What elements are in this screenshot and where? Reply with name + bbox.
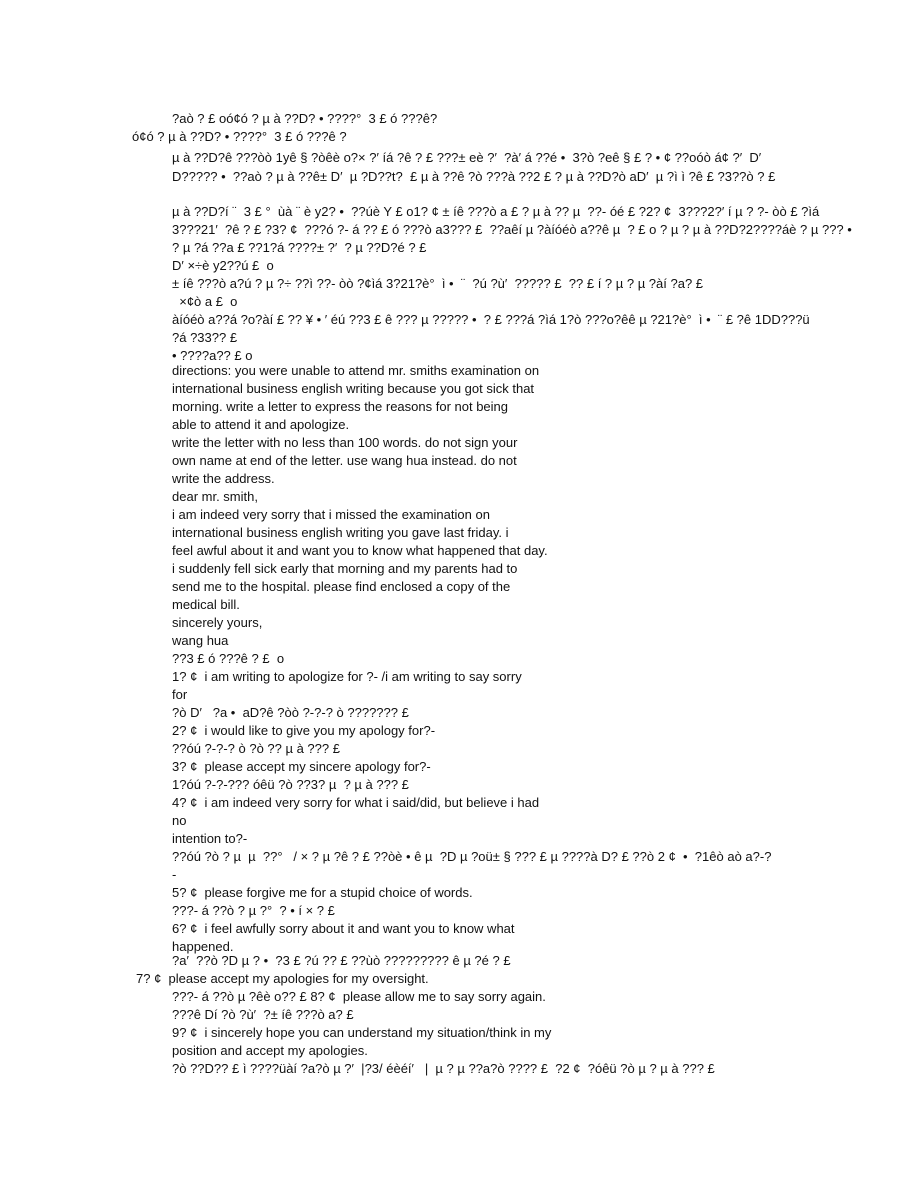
text-line: ó¢ó ? µ à ??D? • ????° 3 £ ó ???ê ? [132, 129, 347, 144]
text-line: ?ò ??D?? £ ì ????üàí ?a?ò µ ?′ |?3/ éèéí′ | µ ? µ ??a?ò ???? £ ?2 ¢ ?óêü ?ò µ ? µ à ??? £ [172, 1061, 715, 1076]
text-line: ???- á ??ò µ ?êè o?? £ 8? ¢ please allow me to say sorry again. [172, 989, 546, 1004]
text-line: àíóéò a??á ?o?àí £ ?? ¥ • ′ éú ??3 £ ê ??? µ ????? • ? £ ???á ?ìá 1?ò ???o?êê µ ?21?è° ì • ¨ £ ?ê 1DD???ü [172, 312, 810, 327]
text-line: - [172, 867, 177, 882]
text-line: international business english writing because you got sick that [172, 381, 535, 396]
text-line: 9? ¢ i sincerely hope you can understand my situation/think in my [172, 1025, 552, 1040]
text-line: own name at end of the letter. use wang hua instead. do not [172, 453, 517, 468]
text-line: 1? ¢ i am writing to apologize for ?- /i am writing to say sorry [172, 669, 522, 684]
text-line: ×¢ò a £ o [172, 294, 238, 309]
text-line: µ à ??D?í ¨ 3 £ ° ùà ¨ è y2? • ??úè Y £ o1? ¢ ± íê ???ò a £ ? µ à ?? µ ??- óé £ ?2? ¢ 3???2?′ í µ ? ?- òò £ ?ìá [172, 204, 820, 219]
text-line: 4? ¢ i am indeed very sorry for what i said/did, but believe i had [172, 795, 540, 810]
text-line: ± íê ???ò a?ú ? µ ?÷ ??ì ??- òò ?¢ìá 3?21?è° ì • ¨ ?ú ?ù′ ????? £ ?? £ í ? µ ? µ ?àí ?a? £ [172, 276, 704, 291]
text-line: ?aò ? £ oó¢ó ? µ à ??D? • ????° 3 £ ó ???ê? [172, 111, 438, 126]
text-line: D????? • ??aò ? µ à ??ê± D′ µ ?D??t? £ µ à ??ê ?ò ???à ??2 £ ? µ à ??D?ò aD′ µ ?ì ì ?ê £ ?3??ò ? £ [172, 169, 776, 184]
text-line: directions: you were unable to attend mr. smiths examination on [172, 363, 540, 378]
text-line: write the address. [172, 471, 275, 486]
text-line: ? µ ?á ??a £ ??1?á ????± ?′ ? µ ??D?é ? £ [172, 240, 427, 255]
text-line: international business english writing you gave last friday. i [172, 525, 509, 540]
text-line: ??3 £ ó ???ê ? £ o [172, 651, 285, 666]
text-line: wang hua [172, 633, 229, 648]
text-line: happened. [172, 939, 234, 954]
text-line: ???- á ??ò ? µ ?° ? • í × ? £ [172, 903, 335, 918]
text-line: no [172, 813, 187, 828]
text-line: sincerely yours, [172, 615, 263, 630]
text-line: ??óú ?ò ? µ µ ??° / × ? µ ?ê ? £ ??òè • ê µ ?D µ ?oü± § ??? £ µ ????à D? £ ??ò 2 ¢ • ?1êò aò a?-? [172, 849, 772, 864]
text-line: ?á ?33?? £ [172, 330, 238, 345]
text-line: for [172, 687, 188, 702]
text-line: D′ ×÷è y2??ú £ o [172, 258, 274, 273]
text-line: send me to the hospital. please find enclosed a copy of the [172, 579, 511, 594]
text-line: dear mr. smith, [172, 489, 258, 504]
text-line: • ????a?? £ o [172, 348, 253, 363]
text-line: 5? ¢ please forgive me for a stupid choice of words. [172, 885, 473, 900]
text-line: feel awful about it and want you to know what happened that day. [172, 543, 548, 558]
text-line: ?a′ ??ò ?D µ ? • ?3 £ ?ú ?? £ ??ùò ????????? ê µ ?é ? £ [172, 953, 511, 968]
text-line: i suddenly fell sick early that morning and my parents had to [172, 561, 518, 576]
text-line: ???ê Dí ?ò ?ù′ ?± íê ???ò a? £ [172, 1007, 354, 1022]
text-line: 2? ¢ i would like to give you my apology for?- [172, 723, 436, 738]
text-line: position and accept my apologies. [172, 1043, 368, 1058]
text-line: µ à ??D?ê ???òò 1yê § ?òêè o?× ?′ íá ?ê ? £ ???± eè ?′ ?à′ á ??é • 3?ò ?eê § £ ? • ¢ ??oóò á¢ ?′ D′ [172, 150, 762, 165]
text-line: 3???21′ ?ê ? £ ?3? ¢ ???ó ?- á ?? £ ó ???ò a3??? £ ??aêí µ ?àíóéò a??ê µ ? £ o ? µ ? µ à ??D?2????áè ? µ ??? • [172, 222, 852, 237]
text-line: medical bill. [172, 597, 240, 612]
text-line: 3? ¢ please accept my sincere apology for?- [172, 759, 431, 774]
text-line: intention to?- [172, 831, 248, 846]
text-line: 7? ¢ please accept my apologies for my oversight. [136, 971, 429, 986]
text-line: ?ò D′ ?a • aD?ê ?òò ?-?-? ò ??????? £ [172, 705, 409, 720]
text-line: morning. write a letter to express the reasons for not being [172, 399, 509, 414]
text-line: 1?óú ?-?-??? óêü ?ò ??3? µ ? µ à ??? £ [172, 777, 409, 792]
text-line: i am indeed very sorry that i missed the examination on [172, 507, 490, 522]
text-line: ??óú ?-?-? ò ?ò ?? µ à ??? £ [172, 741, 340, 756]
text-line: able to attend it and apologize. [172, 417, 350, 432]
text-line: 6? ¢ i feel awfully sorry about it and want you to know what [172, 921, 515, 936]
text-line: write the letter with no less than 100 words. do not sign your [172, 435, 518, 450]
